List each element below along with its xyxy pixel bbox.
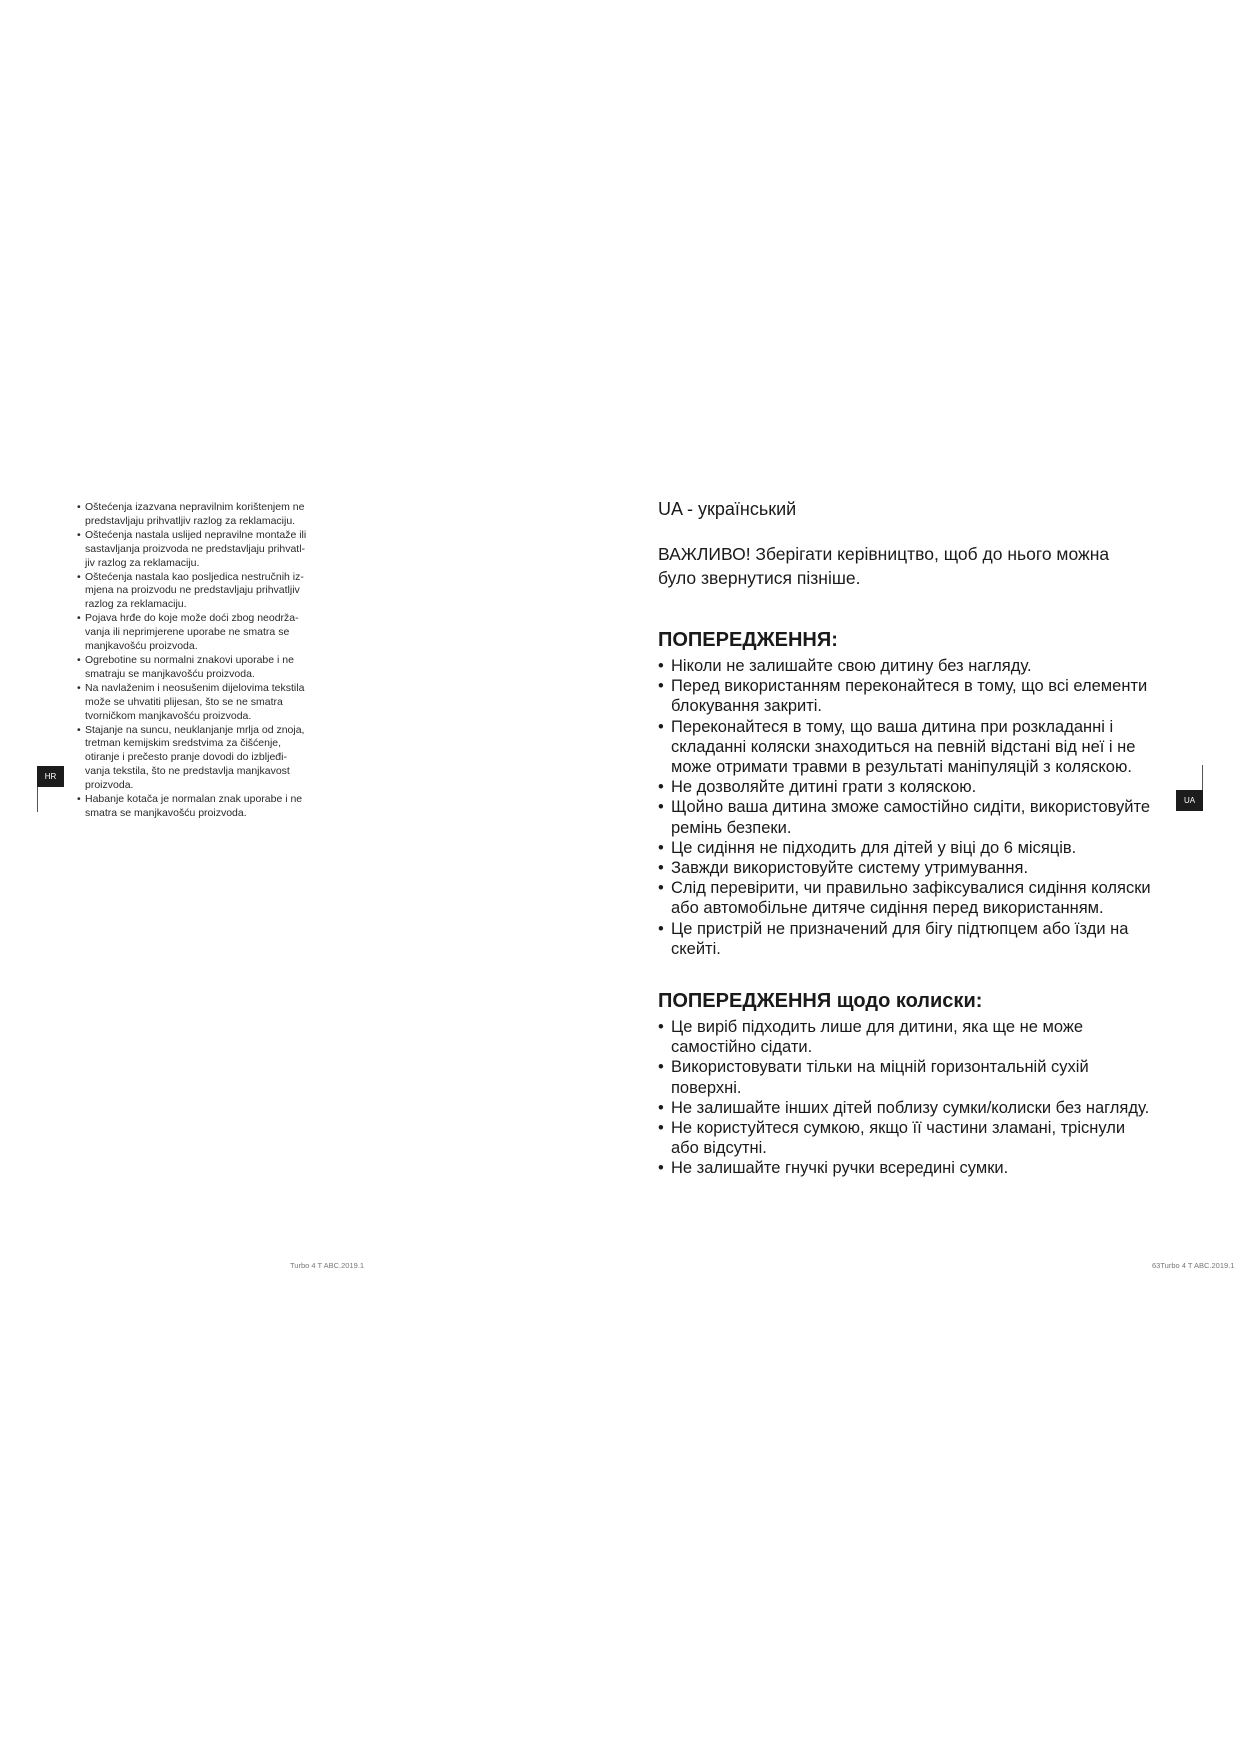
list-item: • Oštećenja izazvana nepravilnim korištenjem ne predstavljaju prihvatljiv razlog za reklamaciju. [78,501,338,529]
cot-warnings-list [658,1017,1178,1179]
list-item: • Це сидіння не підходить для дітей у віці до 6 місяців. [658,838,1178,858]
list-item: • Не залишайте інших дітей поблизу сумки/колиски без нагляду. [658,1098,1178,1118]
list-item: • Oštećenja nastala kao posljedica nestručnih iz- mjena na proizvodu ne predstavljaju prihvatljiv razlog za reklamaciju. [78,571,338,613]
list-item: • Слід перевірити, чи правильно зафіксувалися сидіння коляски або автомобільне дитяче сидіння перед використанням. [658,878,1178,918]
tab-divider-line [37,787,38,812]
important-notice: ВАЖЛИВО! Зберігати керівництво, щоб до нього можна було звернутися пізніше. [658,544,1110,588]
page-footer-right: 63Turbo 4 T ABC.2019.1 [1152,1261,1235,1270]
warnings-heading: ПОПЕРЕДЖЕННЯ: [658,629,838,651]
cot-warnings-heading: ПОПЕРЕДЖЕННЯ щодо колиски: [658,990,983,1013]
list-item: • Na navlaženim i neosušenim dijelovima tekstila može se uhvatiti plijesan, što se ne smatra tvorničkom manjkavošću proizvoda. [78,682,338,724]
list-item: • Не залишайте гнучкі ручки всередині сумки. [658,1158,1178,1178]
left-page-hr [0,0,620,1754]
list-item: • Stajanje na suncu, neuklanjanje mrlja od znoja, tretman kemijskim sredstvima za čišćenje, otiranje i prečesto pranje dovodi do izbljeđi- vanja tekstila, što ne predstavlja manjkavost proizvoda. [78,724,338,794]
list-item: • Ніколи не залишайте свою дитину без нагляду. [658,656,1178,676]
list-item: • Щойно ваша дитина зможе самостійно сидіти, використовуйте ремінь безпеки. [658,797,1178,837]
ua-content [658,497,1178,1179]
list-item: • Не дозволяйте дитині грати з коляскою. [658,777,1178,797]
list-item: • Це пристрій не призначений для бігу підтюпцем або їзди на скейті. [658,919,1178,959]
list-item: • Використовувати тільки на міцній горизонтальній сухій поверхні. [658,1057,1178,1097]
list-item: • Не користуйтеся сумкою, якщо її частини зламані, тріснули або відсутні. [658,1118,1178,1158]
list-item: • Завжди використовуйте систему утримування. [658,858,1178,878]
list-item: • Переконайтеся в тому, що ваша дитина при розкладанні і складанні коляски знаходиться на певній відстані від неї і не може отримати травми в результаті маніпуляцій з коляскою. [658,717,1178,778]
list-item: • Перед використанням переконайтеся в тому, що всі елементи блокування закриті. [658,676,1178,716]
list-item: • Ogrebotine su normalni znakovi uporabe i ne smatraju se manjkavošću proizvoda. [78,654,338,682]
language-tab-hr: HR [37,766,64,787]
warnings-list [658,656,1178,959]
language-tab-ua: UA [1176,790,1203,811]
list-item: • Oštećenja nastala uslijed nepravilne montaže ili sastavljanja proizvoda ne predstavljaju prihvatl- jiv razlog za reklamaciju. [78,529,338,571]
list-item: • Habanje kotača je normalan znak uporabe i ne smatra se manjkavošću proizvoda. [78,793,338,821]
list-item: • Pojava hrđe do koje može doći zbog neodrža- vanja ili neprimjerene uporabe ne smatra se manjkavošću proizvoda. [78,612,338,654]
list-item: • Це виріб підходить лише для дитини, яка ще не може самостійно сідати. [658,1017,1178,1057]
hr-warranty-list [78,501,338,821]
page-footer-left: Turbo 4 T ABC.2019.1 [290,1261,365,1270]
tab-divider-line [1202,765,1203,790]
language-title: UA - український [658,499,797,519]
